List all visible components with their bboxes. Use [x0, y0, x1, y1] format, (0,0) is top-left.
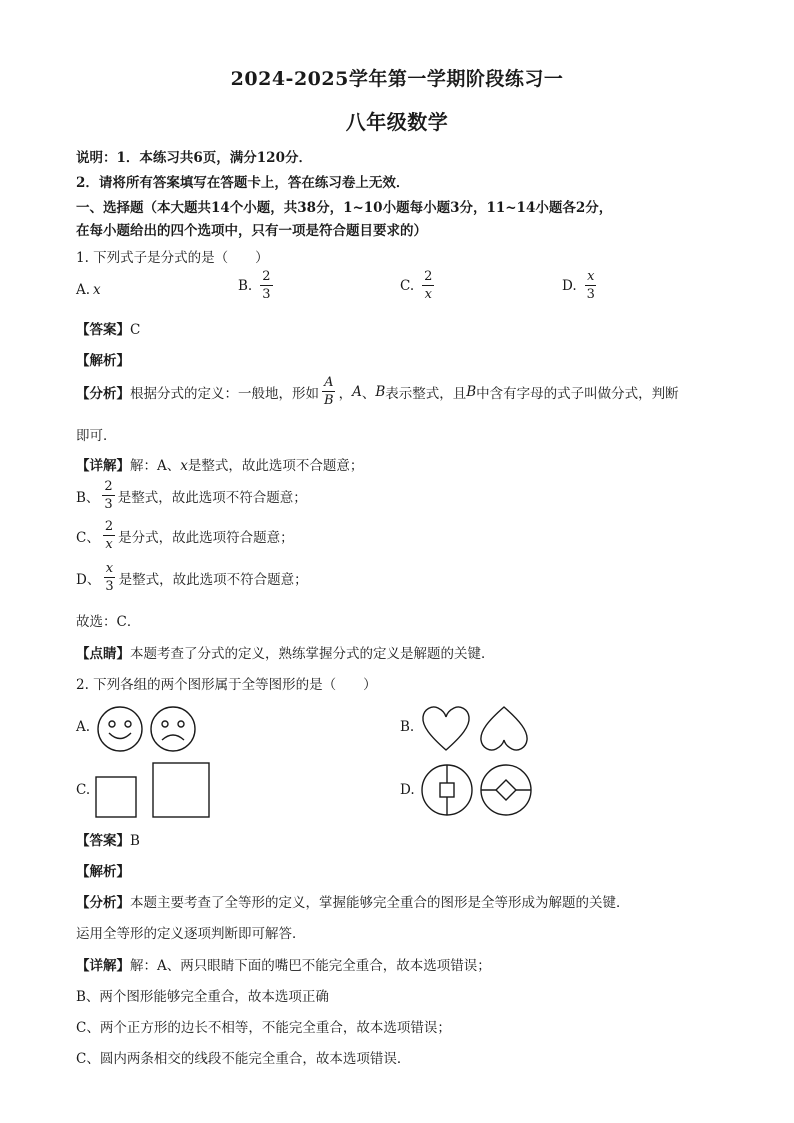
q1-option-b [238, 270, 276, 301]
q2-answer [76, 829, 140, 849]
inverted-heart-icon [481, 707, 527, 750]
q2-option-b-figure [420, 704, 532, 754]
q2-option-c-figure [94, 760, 214, 820]
detail-b-label: B、 [76, 489, 100, 506]
fraction-denominator: 3 [105, 579, 114, 594]
fenxi-var-b: B [375, 383, 386, 400]
detail-var-x: x [180, 458, 188, 474]
fraction-numerator: 2 [424, 269, 433, 284]
detail-text-b: 是整式，故此选项不合题意； [187, 458, 364, 474]
fenxi-fraction [322, 376, 336, 407]
detail-d-fraction [103, 562, 115, 593]
fraction-denominator: 3 [262, 287, 271, 302]
fraction-numerator: A [324, 375, 334, 390]
small-square-icon [96, 777, 136, 817]
fenxi-text-d: 表示整式，且 [385, 385, 467, 402]
detail-b-fraction [102, 480, 114, 511]
detail-text-a: 解：A、 [130, 458, 181, 474]
q2-fenxi-line2: 运用全等形的定义逐项判断即可解答． [76, 926, 306, 942]
detail-tag: 【详解】 [76, 958, 130, 974]
q1-option-d [562, 270, 600, 301]
fenxi-var-b2: B [466, 383, 477, 400]
fenxi-text-a: 根据分式的定义：一般地，形如 [130, 385, 319, 402]
q2-option-a-figure [96, 704, 200, 754]
fenxi-text-c: 、 [361, 385, 376, 402]
q1-option-d-label: D. [562, 277, 577, 294]
detail-text-1: 解：A、两只眼睛下面的嘴巴不能完全重合，故本选项错误； [130, 958, 491, 974]
fraction-denominator: B [324, 393, 334, 408]
answer-value: C [130, 322, 141, 338]
q1-detail-line-d [76, 562, 308, 593]
q1-fenxi [76, 376, 679, 407]
circle-with-square-icon [422, 765, 472, 815]
q1-fenxi-line2: 即可． [76, 428, 117, 444]
detail-c-fraction [103, 520, 115, 551]
detail-b-text: 是整式，故此选项不符合题意； [117, 489, 307, 506]
q2-option-d-label: D. [400, 782, 415, 798]
q1-detail-line-b [76, 480, 307, 511]
q2-detail-3: C、两个正方形的边长不相等，不能完全重合，故本选项错误； [76, 1020, 451, 1036]
answer-tag: 【答案】 [76, 833, 130, 849]
comment-tag: 【点睛】 [76, 646, 130, 662]
comment-text: 本题考查了分式的定义，熟练掌握分式的定义是解题的关键． [130, 646, 495, 662]
q1-option-d-fraction [585, 270, 597, 301]
fenxi-tag: 【分析】 [76, 895, 130, 911]
detail-tag: 【详解】 [76, 458, 130, 474]
q1-option-b-fraction [260, 270, 272, 301]
large-square-icon [153, 763, 209, 817]
q1-option-c-fraction [422, 270, 434, 301]
fraction-denominator: x [424, 287, 432, 302]
fraction-numerator: 2 [104, 519, 114, 534]
fraction-numerator: 2 [104, 479, 113, 494]
q1-stem: 1. 下列式子是分式的是（ ） [76, 250, 269, 266]
detail-c-text: 是分式，故此选项符合题意； [118, 529, 294, 546]
fenxi-text-b: ， [338, 385, 353, 402]
q1-choose: 故选：C． [76, 614, 141, 630]
q2-option-c-label: C. [76, 782, 91, 798]
q2-detail-1 [76, 954, 491, 974]
q2-option-d-figure [420, 763, 536, 817]
smiley-face-icon [98, 707, 142, 751]
page-title: 2024-2025学年第一学期阶段练习一 [230, 68, 564, 90]
q1-answer [76, 318, 140, 338]
q1-option-b-label: B. [238, 277, 253, 294]
notes-line-2: 2．请将所有答案填写在答题卡上，答在练习卷上无效． [76, 175, 410, 191]
q1-option-a-label: A. [76, 282, 91, 298]
q2-analysis-tag: 【解析】 [76, 864, 130, 880]
detail-d-label: D、 [76, 571, 101, 588]
notes-line-1: 说明：1．本练习共6页，满分120分． [76, 150, 312, 166]
answer-tag: 【答案】 [76, 322, 130, 338]
q1-option-c [400, 270, 437, 301]
q2-option-b-label: B. [400, 719, 415, 735]
fenxi-text-e: 中含有字母的式子叫做分式，判断 [476, 385, 679, 402]
section-heading-2: 在每小题给出的四个选项中，只有一项是符合题目要求的） [76, 223, 427, 239]
fraction-denominator: 3 [104, 497, 113, 512]
q1-detail [76, 454, 363, 474]
q2-detail-2: B、两个图形能够完全重合，故本选项正确 [76, 989, 329, 1005]
fraction-denominator: x [105, 537, 113, 552]
q2-fenxi [76, 891, 630, 911]
detail-c-label: C、 [76, 529, 100, 546]
fraction-numerator: 2 [262, 269, 271, 284]
q1-option-a [76, 282, 101, 298]
sad-face-icon [151, 707, 195, 751]
fraction-numerator: x [105, 561, 114, 576]
fraction-denominator: 3 [586, 287, 595, 302]
q1-analysis-tag: 【解析】 [76, 353, 130, 369]
q1-comment [76, 642, 495, 662]
fenxi-var-a: A [352, 383, 362, 400]
circle-with-diamond-icon [481, 765, 531, 815]
section-heading-1: 一、选择题（本大题共14个小题，共38分，1~10小题每小题3分，11~14小题各2分， [76, 200, 613, 216]
detail-d-text: 是整式，故此选项不符合题意； [118, 571, 308, 588]
q2-option-a-label: A. [76, 719, 91, 735]
fenxi-tag: 【分析】 [76, 385, 130, 402]
q1-detail-line-c [76, 520, 294, 551]
q2-detail-4: C、圆内两条相交的线段不能完全重合，故本选项错误． [76, 1051, 411, 1067]
q2-stem: 2. 下列各组的两个图形属于全等图形的是（ ） [76, 677, 377, 693]
page-subtitle: 八年级数学 [345, 110, 449, 134]
fraction-numerator: x [587, 269, 595, 284]
q1-option-c-label: C. [400, 277, 415, 294]
fenxi-text: 本题主要考查了全等形的定义，掌握能够完全重合的图形是全等形成为解题的关键． [130, 895, 630, 911]
heart-icon [423, 707, 469, 750]
q1-option-a-value: x [93, 282, 101, 298]
answer-value: B [130, 833, 140, 849]
